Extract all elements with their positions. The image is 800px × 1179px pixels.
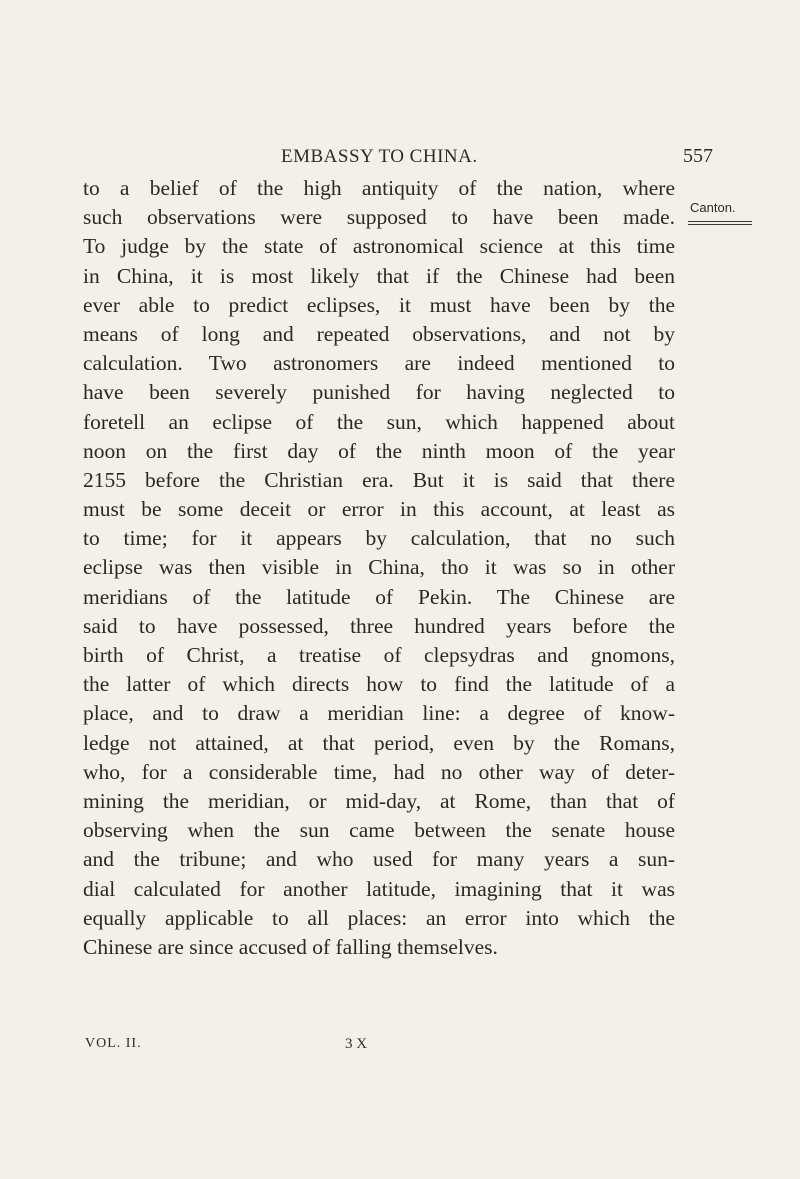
text-line: eclipse was then visible in China, tho it was so in other <box>83 555 675 580</box>
text-line: Chinese are since accused of falling themselves. <box>83 934 498 959</box>
body-text <box>83 174 675 962</box>
text-line: place, and to draw a meridian line: a degree of know- <box>83 701 675 726</box>
text-line: have been severely punished for having neglected to <box>83 380 675 405</box>
text-line: and the tribune; and who used for many years a sun- <box>83 847 675 872</box>
text-line: in China, it is most likely that if the Chinese had been <box>83 263 675 288</box>
text-line: means of long and repeated observations, and not by <box>83 321 675 346</box>
text-line: birth of Christ, a treatise of clepsydras and gnomons, <box>83 643 675 667</box>
text-line: the latter of which directs how to find the latitude of a <box>83 672 675 697</box>
running-title: EMBASSY TO CHINA. <box>281 146 478 167</box>
volume-mark: VOL. II. <box>85 1036 142 1051</box>
text-line: ledge not attained, at that period, even by the Romans, <box>83 730 675 755</box>
text-line: who, for a considerable time, had no other way of deter- <box>83 759 675 784</box>
text-line: To judge by the state of astronomical science at this time <box>83 234 675 259</box>
text-line: to time; for it appears by calculation, that no such <box>83 526 675 551</box>
marginal-rule-top <box>688 221 752 222</box>
text-line: must be some deceit or error in this account, at least as <box>83 497 675 522</box>
marginal-note: Canton. <box>690 200 736 215</box>
text-line: ever able to predict eclipses, it must have been by the <box>83 292 675 317</box>
text-line: equally applicable to all places: an error into which the <box>83 905 675 930</box>
text-line: said to have possessed, three hundred years before the <box>83 613 675 638</box>
text-line: to a belief of the high antiquity of the nation, where <box>83 176 675 200</box>
text-line: dial calculated for another latitude, imagining that it was <box>83 876 675 901</box>
text-line: such observations were supposed to have been made. <box>83 205 675 230</box>
marginal-rule-bottom <box>688 224 752 225</box>
text-line: foretell an eclipse of the sun, which happened about <box>83 409 675 434</box>
text-line: observing when the sun came between the senate house <box>83 818 675 843</box>
text-line: noon on the first day of the ninth moon of the year <box>83 438 675 463</box>
text-line: calculation. Two astronomers are indeed mentioned to <box>83 351 675 376</box>
text-line: mining the meridian, or mid-day, at Rome, than that of <box>83 788 675 813</box>
signature-mark: 3 X <box>345 1036 368 1052</box>
page-number: 557 <box>683 145 713 167</box>
page-footer <box>83 1036 483 1056</box>
text-line: meridians of the latitude of Pekin. The Chinese are <box>83 584 675 609</box>
text-line: 2155 before the Christian era. But it is said that there <box>83 467 675 492</box>
